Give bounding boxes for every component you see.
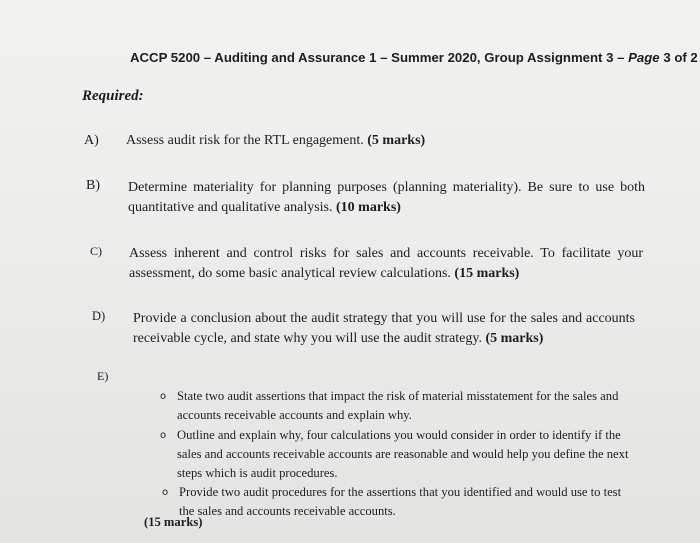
question-b-letter: B) <box>86 178 100 193</box>
question-c-letter: C) <box>90 244 102 258</box>
required-heading: Required: <box>82 88 144 104</box>
bullet-3-text: Provide two audit procedures for the assertions that you identified and would use to test the sales and accounts receivable accounts. <box>179 485 622 518</box>
question-e-marks: (15 marks) <box>144 515 203 529</box>
question-b-body: Determine materiality for planning purposes (planning materiality). Be sure to use both quantitative and qualitative analysis. <box>128 180 645 215</box>
header-title: ACCP 5200 – Auditing and Assurance 1 – Summer 2020, Group Assignment 3 – <box>130 50 629 65</box>
question-c-marks: (15 marks) <box>454 266 520 281</box>
bullet-3-marker: o <box>162 487 169 498</box>
bullet-2-marker: o <box>160 430 167 441</box>
question-b-text <box>128 178 645 218</box>
bullet-1-marker: o <box>160 391 167 402</box>
header-page-count: 3 of 2 <box>659 50 698 65</box>
question-b-marks: (10 marks) <box>336 200 401 215</box>
question-e-letter: E) <box>97 369 109 383</box>
bullet-2-text: Outline and explain why, four calculations you would consider in order to identify if the sales and accounts receivable accounts are reasonable and would help you define the next steps which is audit procedures. <box>177 428 629 480</box>
question-d-marks: (5 marks) <box>485 331 544 346</box>
question-a-text <box>126 131 646 151</box>
header-page-word: Page <box>628 50 660 65</box>
bullet-1-text: State two audit assertions that impact the risk of material misstatement for the sales and accounts receivable accounts and explain why. <box>177 389 619 422</box>
question-a-body: Assess audit risk for the RTL engagement. <box>126 133 364 148</box>
question-c-body: Assess inherent and control risks for sales and accounts receivable. To facilitate your assessment, do some basic analytical review calculations. <box>129 246 643 281</box>
question-d-body: Provide a conclusion about the audit strategy that you will use for the sales and accounts receivable cycle, and state why you will use the audit strategy. <box>133 311 635 346</box>
question-a-letter: A) <box>84 133 99 148</box>
page-header <box>130 50 698 65</box>
question-a-marks: (5 marks) <box>367 133 426 148</box>
question-d-text <box>133 309 635 349</box>
question-c-text <box>129 244 643 284</box>
question-d-letter: D) <box>92 309 106 323</box>
